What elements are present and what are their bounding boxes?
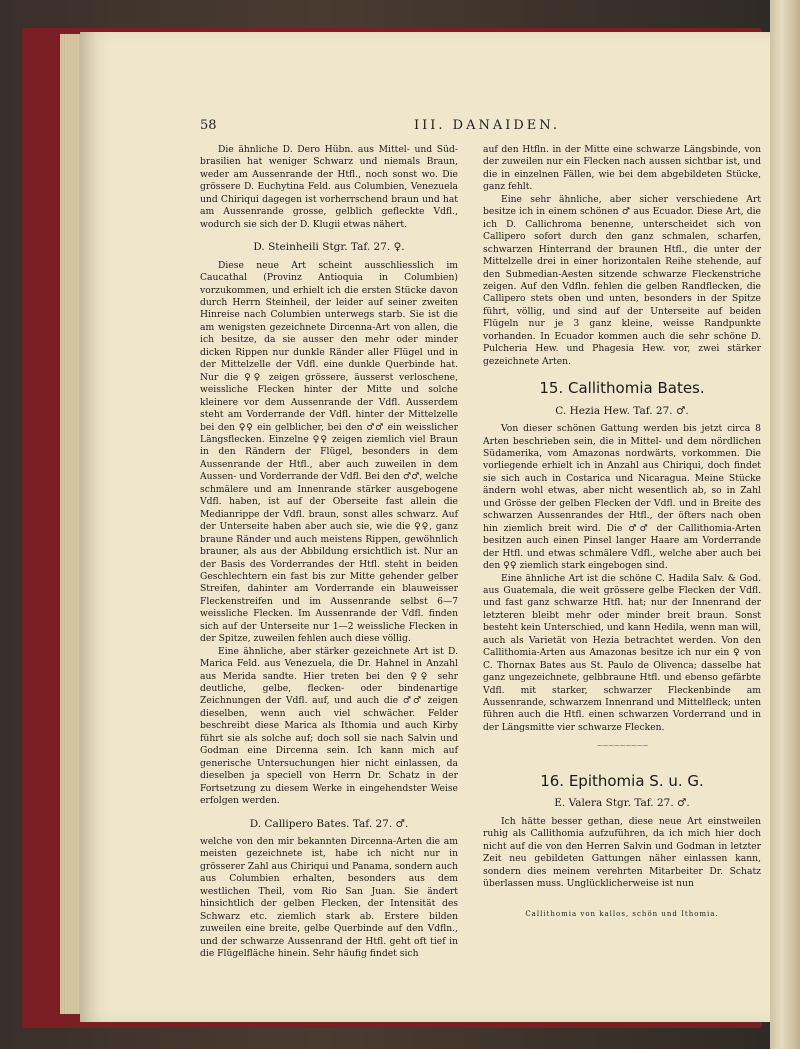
right-text-column xyxy=(483,144,761,921)
paragraph: welche von den mir bekannten Dircenna-Arten die am meisten gezeichnete ist, habe ich nicht nur in grösserer Zahl aus Chiriqui und Panama, sondern auch aus Columbien erhalten, besonders aus dem westlichen Theil, vom Rio San Juan. Sie ändert hinsichtlich der gelben Flecken, der Intensität des Schwarz etc. ziemlich stark ab. Erstere bilden zuweilen eine breite, gelbe Querbinde auf den Vdfln., und der schwarze Aussenrand der Htfl. geht oft tief in die Flügelfläche hinein. Sehr häufig findet sich xyxy=(200,836,458,960)
paragraph: Ich hätte besser gethan, diese neue Art einstweilen ruhig als Callithomia aufzuführen, da ich mich hier doch nicht auf die von den Herren Salvin und Godman in letzter Zeit neu gebildeten Gattungen näher einlassen kann, sondern dies meinem verehrten Mitarbeiter Dr. Schatz überlassen muss. Unglücklicherweise ist nun xyxy=(483,815,761,890)
genus-heading: 15. Callithomia Bates. xyxy=(539,379,705,398)
species-heading: C. Hezia Hew. Taf. 27. ♂. xyxy=(555,404,689,417)
species-heading: E. Valera Stgr. Taf. 27. ♂. xyxy=(554,797,690,810)
paragraph: Die ähnliche D. Dero Hübn. aus Mittel- und Süd-brasilien hat weniger Schwarz und niemals Braun, weder am Aussenrande der Htfl., noch sonst wo. Die grössere D. Euchytina Feld. aus Columbien, Venezuela und Chiriqui dagegen ist vorherrschend braun und hat am Aussenrande grosse, gelblich gefleckte Vdfl., wodurch sie sich der D. Klugii etwas nähert. xyxy=(200,144,458,230)
paragraph: Eine ähnliche, aber stärker gezeichnete Art ist D. Marica Feld. aus Venezuela, die Dr. Hahnel in Anzahl aus Merida sandte. Hier treten bei den ♀♀ sehr deutliche, gelbe, flecken- oder bindenartige Zeichnungen der Vdfl. auf, und auch die ♂♂ zeigen dieselben, wenn auch viel schwächer. Felder beschreibt diese Marica als Ithomia und auch Kirby führt sie als solche auf; doch soll sie nach Salvin und Godman eine Dircenna sein. Ich kann mich auf generische Untersuchungen hier nicht einlassen, da dieselben ja speciell von Herrn Dr. Schatz in der Fortsetzung zu diesem Werke in eingehendster Weise erfolgen werden. xyxy=(200,645,458,807)
running-header xyxy=(200,118,740,138)
left-text-column xyxy=(200,144,458,961)
paragraph: auf den Htfln. in der Mitte eine schwarze Längsbinde, von der zuweilen nur ein Flecken nach aussen sichtbar ist, und die in einzelnen Fällen, wie bei dem abgebildeten Stücke, ganz fehlt. xyxy=(483,144,761,193)
page-edges xyxy=(60,34,82,1014)
paragraph: Eine sehr ähnliche, aber sicher verschiedene Art besitze ich in einem schönen ♂ aus Ecuador. Diese Art, die ich D. Callichroma benenne, unterscheidet sich von Callipero sofort durch den ganz schmalen, scharfen, schwarzen Hinterrand der braunen Htfl., die unter der Mittelzelle drei in einer horizontalen Reihe stehende, auf den Submedian-Aesten sitzende schwarze Fleckenstriche zeigen. Auf den Vdfln. fehlen die gelben Randflecken, die Callipero stets oben und unten, besonders in der Spitze führt, völlig, und sind auf der Unterseite auf beiden Flügeln nur je 3 ganz kleine, weisse Randpunkte vorhanden. In Ecuador kommen auch die sehr schöne D. Pulcheria Hew. und Phagesia Hew. vor, zwei stärker gezeichnete Arten. xyxy=(483,193,761,367)
chapter-title: III. DANAIDEN. xyxy=(414,118,560,133)
ornament-divider: ~~~~~~~~~ xyxy=(596,741,648,751)
paragraph: Diese neue Art scheint ausschliesslich im Caucathal (Provinz Antioquia in Columbien) vorzukommen, und erhielt ich die ersten Stücke davon durch Herrn Steinheil, der leider auf seiner zweiten Hinreise nach Columbien unterwegs starb. Sie ist die am wenigsten gezeichnete Dircenna-Art von allen, die ich besitze, da sie ausser den mehr oder minder dicken Rippen nur dunkle Ränder aller Flügel und in der Mittelzelle der Vdfl. eine dunkle Querbinde hat. Nur die ♀♀ zeigen grössere, äusserst verloschene, weissliche Flecken hinter der Mitte und solche kleinere vor dem Aussenrande der Vdfl. Ausserdem steht am Vorderrande der Vdfl. hinter der Mittelzelle bei den ♀♀ ein gelblicher, bei den ♂♂ ein weisslicher Längsflecken. Einzelne ♀♀ zeigen ziemlich viel Braun in den Rändern der Flügel, besonders in dem Aussenrande der Htfl., aber auch zuweilen in dem Aussen- und Vorderrande der Vdfl. Bei den ♂♂, welche schmälere und am Innenrande stärker ausgebogene Vdfl. haben, ist auf der Oberseite fast allein die Medianrippe der Vdfl. braun, sonst alles schwarz. Auf der Unterseite haben aber auch sie, wie die ♀♀, ganz braune Ränder und auch meistens Rippen, gewöhnlich brauner, als aus der Abbildung ersichtlich ist. Nur an der Basis des Vorderrandes der Htfl. steht in beiden Geschlechtern ein fast bis zur Mitte gehender gelber Streifen, dahinter am Vorderrande ein blauweisser Fleckenstreifen und im Aussenrande selbst 6—7 weissliche Flecken. Im Aussenrande der Vdfl. finden sich auf der Unterseite nur 1—2 weissliche Flecken in der Spitze, zuweilen fehlen auch diese völlig. xyxy=(200,259,458,645)
paragraph: Eine ähnliche Art ist die schöne C. Hadila Salv. & God. aus Guatemala, die weit grössere gelbe Flecken der Vdfl. und fast ganz schwarze Htfl. hat; nur der Innenrand der letzteren bleibt mehr oder minder breit braun. Sonst besteht kein Unterschied, und kann Hedila, wenn man will, auch als Varietät von Hezia betrachtet werden. Von den Callithomia-Arten aus Amazonas besitze ich nur ein ♀ von C. Thornax Bates aus St. Paulo de Olivenca; dasselbe hat ganz ungezeichnete, gelbbraune Htfl. und ebenso gefärbte Vdfl. mit starker, schwarzer Fleckenbinde am Aussenrande, schwarzem Innenrand und Mittelfleck; unten führen auch die Htfl. einen schwarzen Vorderrand und in der Längsmitte vier schwarze Flecken. xyxy=(483,572,761,733)
footnote: Callithomia von kallos, schön und Ithomia. xyxy=(525,910,719,919)
facing-page-edge xyxy=(770,0,800,1049)
genus-heading: 16. Epithomia S. u. G. xyxy=(540,771,704,790)
page-number: 58 xyxy=(200,118,217,133)
paragraph: Von dieser schönen Gattung werden bis jetzt circa 8 Arten beschrieben sein, die in Mittel- und dem nördlichen Südamerika, vom Amazonas nordwärts, vorkommen. Die vorliegende erhielt ich in Anzahl aus Chiriqui, doch findet sie sich auch in Costarica und Nicaragua. Meine Stücke ändern wohl etwas, aber nicht wesentlich ab, so in Zahl und Grösse der gelben Flecken der Vdfl. und in Breite des schwarzen Aussenrandes der Htfl., der öfters nach oben hin ziemlich breit wird. Die ♂♂ der Callithomia-Arten besitzen auch einen Pinsel langer Haare am Vorderrande der Htfl. und etwas schmälere Vdfl., welche aber auch bei den ♀♀ ziemlich stark eingebogen sind. xyxy=(483,423,761,572)
species-heading: D. Steinheili Stgr. Taf. 27. ♀. xyxy=(253,241,405,254)
species-heading: D. Callipero Bates. Taf. 27. ♂. xyxy=(249,817,409,830)
